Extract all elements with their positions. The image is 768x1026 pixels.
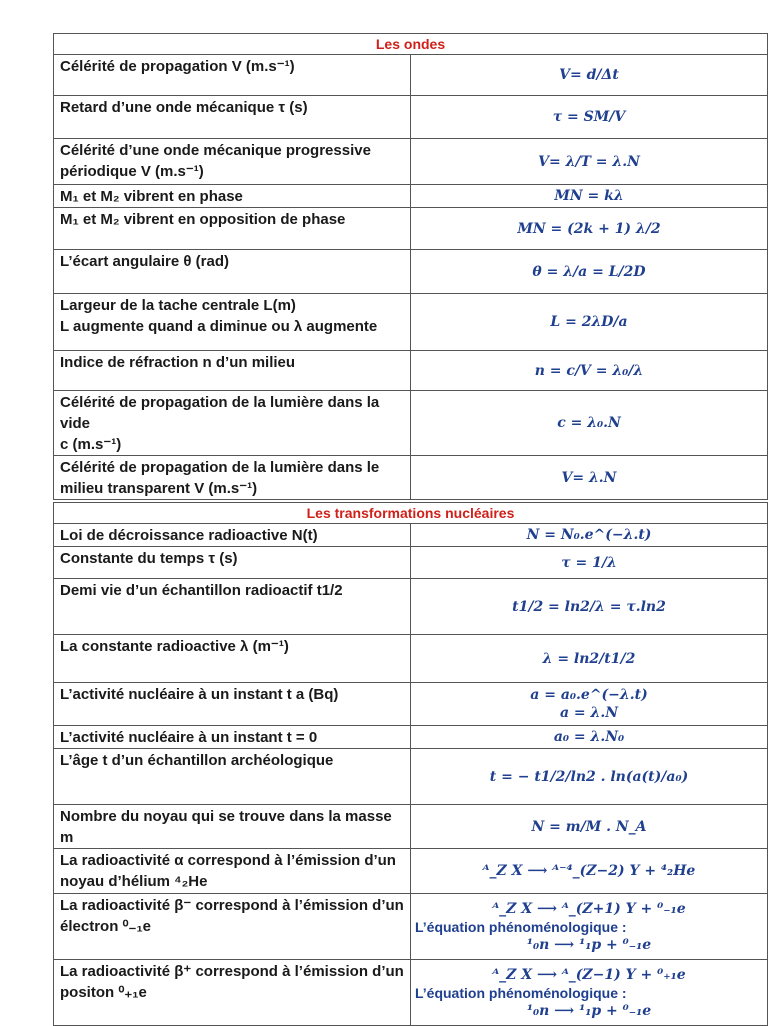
label-line: Demi vie d’un échantillon radioactif t1/2 <box>60 582 343 599</box>
label-line: L’âge t d’un échantillon archéologique <box>60 752 334 769</box>
formula-line: t1/2 = ln2/λ = τ.ln2 <box>512 598 666 615</box>
formula-line: n = c/V = λ₀/λ <box>534 362 644 379</box>
formula-line: c = λ₀.N <box>557 415 621 431</box>
nuclear-formula <box>411 805 768 849</box>
formula-line: t = − t1/2/ln2 . ln(a(t)/a₀) <box>489 768 689 785</box>
label-line: périodique V (m.s⁻¹) <box>60 163 204 180</box>
formula-note: L’équation phénoménologique : <box>415 984 627 1001</box>
nuclear-row <box>54 805 768 849</box>
formula-line: λ = ln2/t1/2 <box>542 650 636 667</box>
waves-formula <box>411 456 768 500</box>
nuclear-row <box>54 635 768 683</box>
formula-line: τ = SM/V <box>552 109 626 125</box>
waves-formula <box>411 139 768 185</box>
nuclear-label <box>54 805 411 849</box>
nuclear-label <box>54 960 411 1026</box>
waves-row <box>54 185 768 208</box>
formula-line: MN = kλ <box>554 188 624 204</box>
label-line: Largeur de la tache centrale L(m) <box>60 297 296 314</box>
formula-line: ¹₀n ⟶ ¹₁p + ⁰₋₁e <box>526 936 652 953</box>
nuclear-formula <box>411 849 768 894</box>
nuclear-row <box>54 849 768 894</box>
formula-line: ¹₀n ⟶ ¹₁p + ⁰₋₁e <box>526 1002 652 1019</box>
waves-title: Les ondes <box>54 34 768 55</box>
label-line: La constante radioactive λ (m⁻¹) <box>60 638 289 655</box>
label-line: c (m.s⁻¹) <box>60 436 122 453</box>
formula-line: ᴬ_Z X ⟶ ᴬ_(Z+1) Y + ⁰₋₁e <box>492 900 686 917</box>
nuclear-formula <box>411 524 768 547</box>
label-line: L’activité nucléaire à un instant t a (Bq) <box>60 686 339 703</box>
waves-formula <box>411 185 768 208</box>
waves-label <box>54 139 411 185</box>
nuclear-label <box>54 524 411 547</box>
waves-label <box>54 391 411 456</box>
nuclear-label <box>54 547 411 579</box>
label-line: M₁ et M₂ vibrent en opposition de phase <box>60 211 346 228</box>
formula-line: N = m/M . N_A <box>531 818 647 835</box>
waves-label <box>54 294 411 351</box>
nuclear-formula <box>411 894 768 960</box>
waves-formula <box>411 294 768 351</box>
label-line: M₁ et M₂ vibrent en phase <box>60 188 243 205</box>
formula-line: V= λ/T = λ.N <box>538 153 640 170</box>
formula-line: τ = 1/λ <box>561 554 617 571</box>
waves-formula <box>411 55 768 96</box>
nuclear-formula <box>411 749 768 805</box>
label-line: électron ⁰₋₁e <box>60 918 151 935</box>
waves-table <box>53 33 768 500</box>
label-line: Retard d’une onde mécanique τ (s) <box>60 99 308 116</box>
formula-line: V= d/Δt <box>559 67 619 83</box>
nuclear-title: Les transformations nucléaires <box>54 503 768 524</box>
waves-formula <box>411 250 768 294</box>
nuclear-row <box>54 749 768 805</box>
label-line: Célérité de propagation de la lumière dans le <box>60 459 380 476</box>
waves-label <box>54 351 411 391</box>
formula-line: a = λ.N <box>559 705 619 721</box>
label-line: Célérité de propagation de la lumière dans la vide <box>60 394 380 432</box>
nuclear-label <box>54 849 411 894</box>
waves-row <box>54 96 768 139</box>
nuclear-label <box>54 579 411 635</box>
nuclear-formula <box>411 683 768 726</box>
nuclear-row <box>54 726 768 749</box>
waves-row <box>54 351 768 391</box>
label-line: Loi de décroissance radioactive N(t) <box>60 527 318 544</box>
label-line: La radioactivité β⁺ correspond à l’émission d’un <box>60 963 404 980</box>
waves-row <box>54 139 768 185</box>
waves-row <box>54 250 768 294</box>
nuclear-label <box>54 683 411 726</box>
waves-formula <box>411 96 768 139</box>
nuclear-formula <box>411 579 768 635</box>
nuclear-label <box>54 894 411 960</box>
label-line: Constante du temps τ (s) <box>60 550 238 567</box>
nuclear-formula <box>411 547 768 579</box>
formula-line: ᴬ_Z X ⟶ ᴬ_(Z−1) Y + ⁰₊₁e <box>492 966 686 983</box>
waves-formula <box>411 351 768 391</box>
nuclear-row <box>54 683 768 726</box>
waves-row <box>54 456 768 500</box>
label-line: Indice de réfraction n d’un milieu <box>60 354 296 371</box>
formula-line: θ = λ/a = L/2D <box>532 263 646 280</box>
label-line: Nombre du noyau qui se trouve dans la masse m <box>60 808 392 846</box>
waves-row <box>54 208 768 250</box>
label-line: Célérité de propagation V (m.s⁻¹) <box>60 58 295 75</box>
nuclear-row <box>54 579 768 635</box>
waves-formula <box>411 208 768 250</box>
formula-line: a₀ = λ.N₀ <box>553 729 625 745</box>
waves-label <box>54 55 411 96</box>
waves-formula <box>411 391 768 456</box>
waves-label <box>54 185 411 208</box>
label-line: La radioactivité β⁻ correspond à l’émission d’un <box>60 897 404 914</box>
nuclear-row <box>54 894 768 960</box>
label-line: noyau d’hélium ⁴₂He <box>60 873 208 890</box>
formula-line: a = a₀.e^(−λ.t) <box>530 687 648 703</box>
nuclear-formula <box>411 726 768 749</box>
label-line: L augmente quand a diminue ou λ augmente <box>60 318 378 335</box>
formula-note: L’équation phénoménologique : <box>415 918 627 935</box>
formula-line: ᴬ_Z X ⟶ ᴬ⁻⁴_(Z−2) Y + ⁴₂He <box>482 863 696 879</box>
nuclear-label <box>54 749 411 805</box>
label-line: L’activité nucléaire à un instant t = 0 <box>60 729 318 746</box>
waves-row <box>54 55 768 96</box>
waves-row <box>54 294 768 351</box>
formula-line: L = 2λD/a <box>550 314 628 330</box>
label-line: L’écart angulaire θ (rad) <box>60 253 229 270</box>
nuclear-label <box>54 635 411 683</box>
nuclear-formula <box>411 960 768 1026</box>
label-line: Célérité d’une onde mécanique progressive <box>60 142 371 159</box>
nuclear-row <box>54 547 768 579</box>
waves-label <box>54 250 411 294</box>
nuclear-row <box>54 524 768 547</box>
label-line: La radioactivité α correspond à l’émission d’un <box>60 852 396 869</box>
formula-line: V= λ.N <box>561 469 617 486</box>
formula-line: MN = (2k + 1) λ/2 <box>517 220 661 237</box>
nuclear-label <box>54 726 411 749</box>
waves-label <box>54 208 411 250</box>
label-line: positon ⁰₊₁e <box>60 984 147 1001</box>
label-line: milieu transparent V (m.s⁻¹) <box>60 480 258 497</box>
nuclear-table <box>53 502 768 1026</box>
nuclear-row <box>54 960 768 1026</box>
waves-label <box>54 456 411 500</box>
formula-line: N = N₀.e^(−λ.t) <box>526 527 652 543</box>
waves-row <box>54 391 768 456</box>
waves-label <box>54 96 411 139</box>
nuclear-formula <box>411 635 768 683</box>
